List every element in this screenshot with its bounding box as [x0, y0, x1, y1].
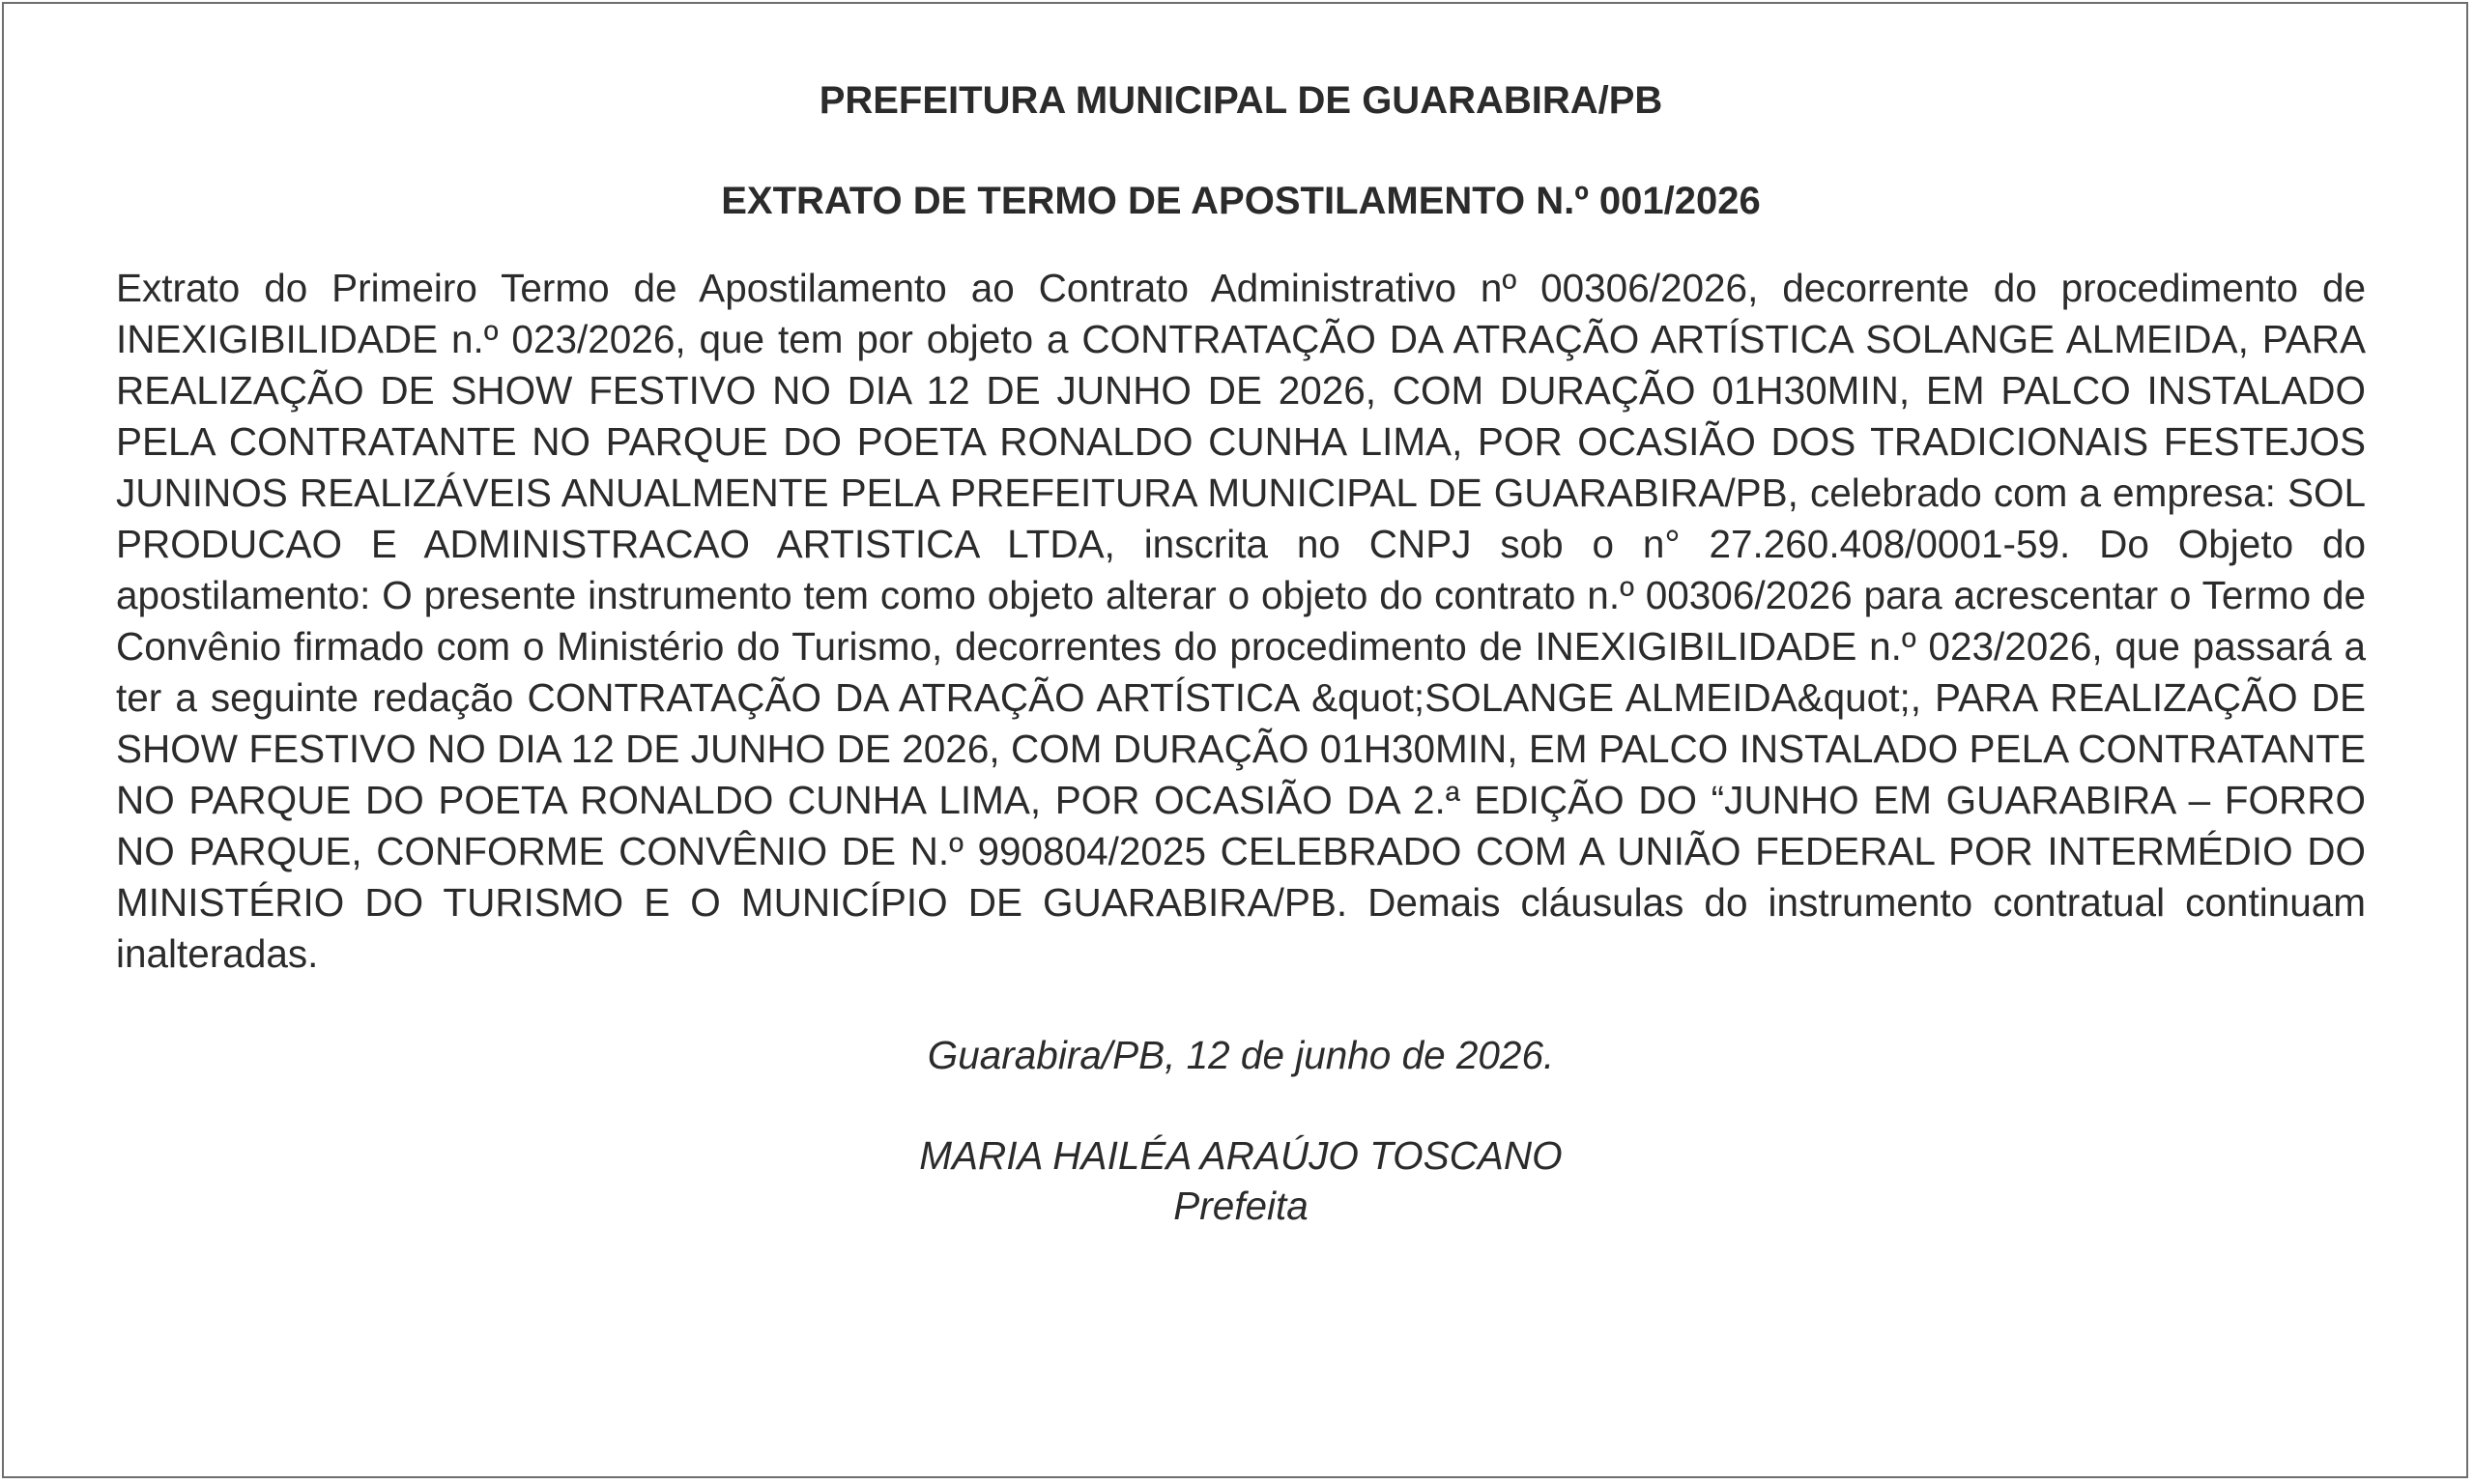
- document-content: [116, 75, 2366, 1231]
- signer-name: MARIA HAILÉA ARAÚJO TOSCANO: [919, 1133, 1563, 1178]
- document-frame: [2, 2, 2468, 1478]
- place-date: Guarabira/PB, 12 de junho de 2026.: [927, 1033, 1555, 1077]
- signer-role: Prefeita: [1173, 1184, 1309, 1228]
- institution-heading: PREFEITURA MUNICIPAL DE GUARABIRA/PB: [819, 79, 1663, 122]
- extract-paragraph: Extrato do Primeiro Termo de Apostilamento ao Contrato Administrativo nº 00306/2026, decorrente do procedimento de INEXIGIBILIDADE n.º 023/2026, que tem por objeto a CONTRATAÇÃO DA ATRAÇÃO ARTÍSTICA SOLANGE ALMEIDA, PARA REALIZAÇÃO DE SHOW FESTIVO NO DIA 12 DE JUNHO DE 2026, COM DURAÇÃO 01H30MIN, EM PALCO INSTALADO PELA CONTRATANTE NO PARQUE DO POETA RONALDO CUNHA LIMA, POR OCASIÃO DOS TRADICIONAIS FESTEJOS JUNINOS REALIZÁVEIS ANUALMENTE PELA PREFEITURA MUNICIPAL DE GUARABIRA/PB, celebrado com a empresa: SOL PRODUCAO E ADMINISTRACAO ARTISTICA LTDA, inscrita no CNPJ sob o n° 27.260.408/0001-59. Do Objeto do apostilamento: O presente instrumento tem como objeto alterar o objeto do contrato n.º 00306/2026 para acrescentar o Termo de Convênio firmado com o Ministério do Turismo, decorrentes do procedimento de INEXIGIBILIDADE n.º 023/2026, que passará a ter a seguinte redação CONTRATAÇÃO DA ATRAÇÃO ARTÍSTICA &quot;SOLANGE ALMEIDA&quot;, PARA REALIZAÇÃO DE SHOW FESTIVO NO DIA 12 DE JUNHO DE 2026, COM DURAÇÃO 01H30MIN, EM PALCO INSTALADO PELA CONTRATANTE NO PARQUE DO POETA RONALDO CUNHA LIMA, POR OCASIÃO DA 2.ª EDIÇÃO DO “JUNHO EM GUARABIRA – FORRO NO PARQUE, CONFORME CONVÊNIO DE N.º 990804/2025 CELEBRADO COM A UNIÃO FEDERAL POR INTERMÉDIO DO MINISTÉRIO DO TURISMO E O MUNICÍPIO DE GUARABIRA/PB. Demais cláusulas do instrumento contratual continuam inalteradas.: [116, 266, 2366, 976]
- document-title: EXTRATO DE TERMO DE APOSTILAMENTO N.º 001/2026: [721, 180, 1761, 222]
